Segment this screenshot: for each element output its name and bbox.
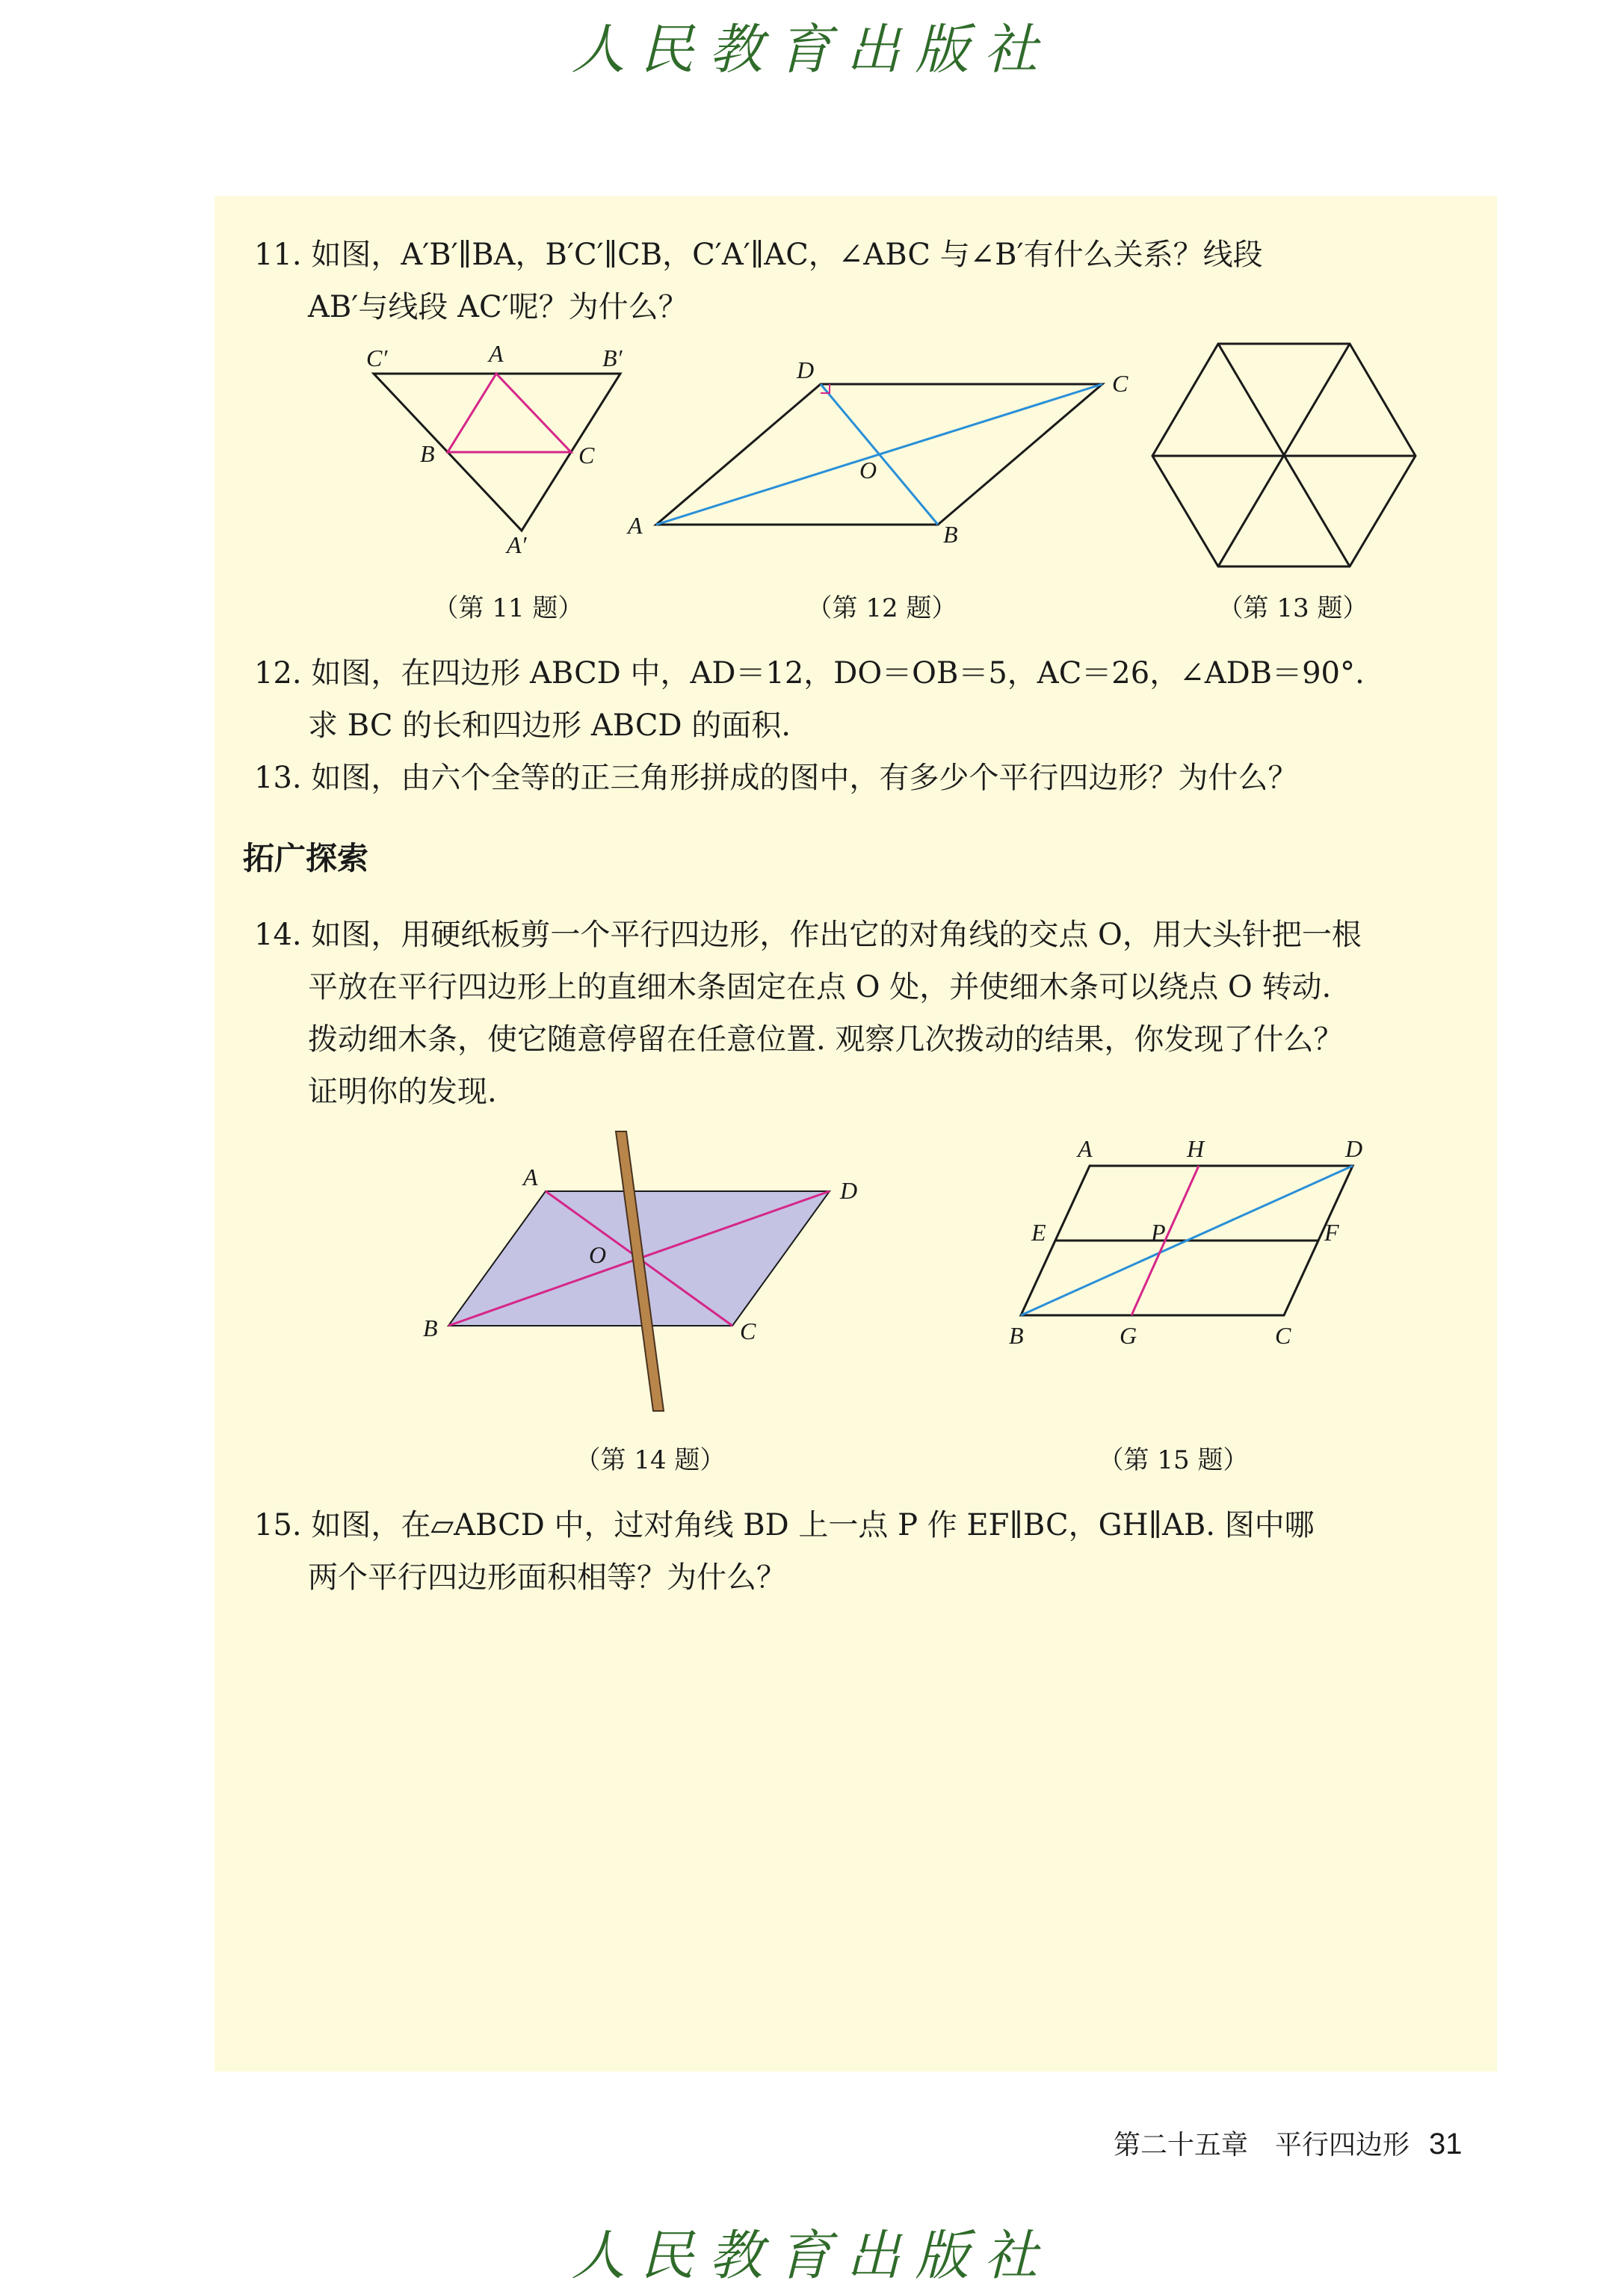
problem-11-line2: AB′与线段 AC′呢？为什么？ bbox=[308, 290, 688, 324]
problem-11 bbox=[254, 229, 1263, 333]
page-footer bbox=[1114, 2124, 1463, 2162]
label-E: E bbox=[1031, 1219, 1046, 1246]
label-B: B bbox=[943, 521, 958, 548]
chapter-title: 第二十五章 平行四边形 bbox=[1114, 2130, 1410, 2160]
figure-15 bbox=[987, 1136, 1405, 1375]
problem-13 bbox=[254, 752, 1297, 804]
label-C: C bbox=[1275, 1322, 1291, 1349]
problem-14-line2: 平放在平行四边形上的直细木条固定在点 O 处，并使细木条可以绕点 O 转动. bbox=[308, 970, 1332, 1004]
label-Aprime: A′ bbox=[507, 531, 527, 558]
label-B: B bbox=[420, 440, 435, 467]
page-number: 31 bbox=[1429, 2128, 1463, 2160]
problem-14-line3: 拨动细木条，使它随意停留在任意位置. 观察几次拨动的结果，你发现了什么？ bbox=[308, 1022, 1344, 1057]
label-A: A bbox=[1078, 1136, 1093, 1162]
label-G: G bbox=[1120, 1322, 1137, 1349]
label-P: P bbox=[1151, 1219, 1166, 1246]
figure-14 bbox=[404, 1121, 867, 1420]
label-D: D bbox=[797, 359, 815, 383]
figure-12 bbox=[620, 359, 1143, 553]
problem-14 bbox=[254, 909, 1362, 1118]
problem-13-line1: 13. 如图，由六个全等的正三角形拼成的图中，有多少个平行四边形？为什么？ bbox=[254, 761, 1298, 795]
caption-13: （第 13 题） bbox=[1217, 593, 1368, 623]
label-F: F bbox=[1324, 1219, 1339, 1246]
label-D: D bbox=[1345, 1136, 1363, 1162]
label-H: H bbox=[1187, 1136, 1205, 1162]
problem-14-line1: 14. 如图，用硬纸板剪一个平行四边形，作出它的对角线的交点 O，用大头针把一根 bbox=[254, 918, 1362, 952]
problem-15 bbox=[254, 1499, 1315, 1604]
problem-12-line2: 求 BC 的长和四边形 ABCD 的面积. bbox=[308, 708, 791, 743]
label-Cprime: C′ bbox=[366, 345, 388, 371]
label-O: O bbox=[589, 1241, 607, 1268]
label-C: C bbox=[1112, 370, 1129, 397]
label-B: B bbox=[423, 1315, 438, 1341]
label-O: O bbox=[859, 457, 877, 484]
label-A: A bbox=[628, 512, 643, 539]
problem-11-line1: 11. 如图，A′B′∥BA，B′C′∥CB，C′A′∥AC，∠ABC 与∠B′有什么关系？线段 bbox=[254, 238, 1263, 272]
publisher-logo-top: 人民教育出版社 bbox=[571, 18, 1053, 81]
figure-13 bbox=[1143, 336, 1427, 575]
caption-15: （第 15 题） bbox=[1098, 1445, 1249, 1475]
caption-14: （第 14 题） bbox=[575, 1445, 726, 1475]
label-Bprime: B′ bbox=[602, 345, 623, 371]
label-A: A bbox=[489, 340, 504, 367]
problem-15-line1: 15. 如图，在▱ABCD 中，过对角线 BD 上一点 P 作 EF∥BC，GH∥AB. 图中哪 bbox=[254, 1508, 1315, 1542]
label-B: B bbox=[1009, 1322, 1024, 1349]
problem-12 bbox=[254, 647, 1365, 752]
section-heading: 拓广探索 bbox=[243, 840, 369, 877]
label-D: D bbox=[840, 1177, 858, 1204]
caption-12: （第 12 题） bbox=[806, 593, 957, 623]
figure-11 bbox=[351, 336, 635, 568]
label-C: C bbox=[740, 1318, 756, 1344]
label-C: C bbox=[578, 442, 595, 469]
problem-12-line1: 12. 如图，在四边形 ABCD 中，AD＝12，DO＝OB＝5，AC＝26，∠ADB＝90°. bbox=[254, 656, 1365, 691]
caption-11: （第 11 题） bbox=[433, 593, 584, 623]
problem-14-line4: 证明你的发现. bbox=[308, 1075, 497, 1109]
problem-15-line2: 两个平行四边形面积相等？为什么？ bbox=[308, 1560, 786, 1595]
publisher-logo-bottom: 人民教育出版社 bbox=[571, 2224, 1053, 2287]
label-A: A bbox=[523, 1164, 538, 1190]
